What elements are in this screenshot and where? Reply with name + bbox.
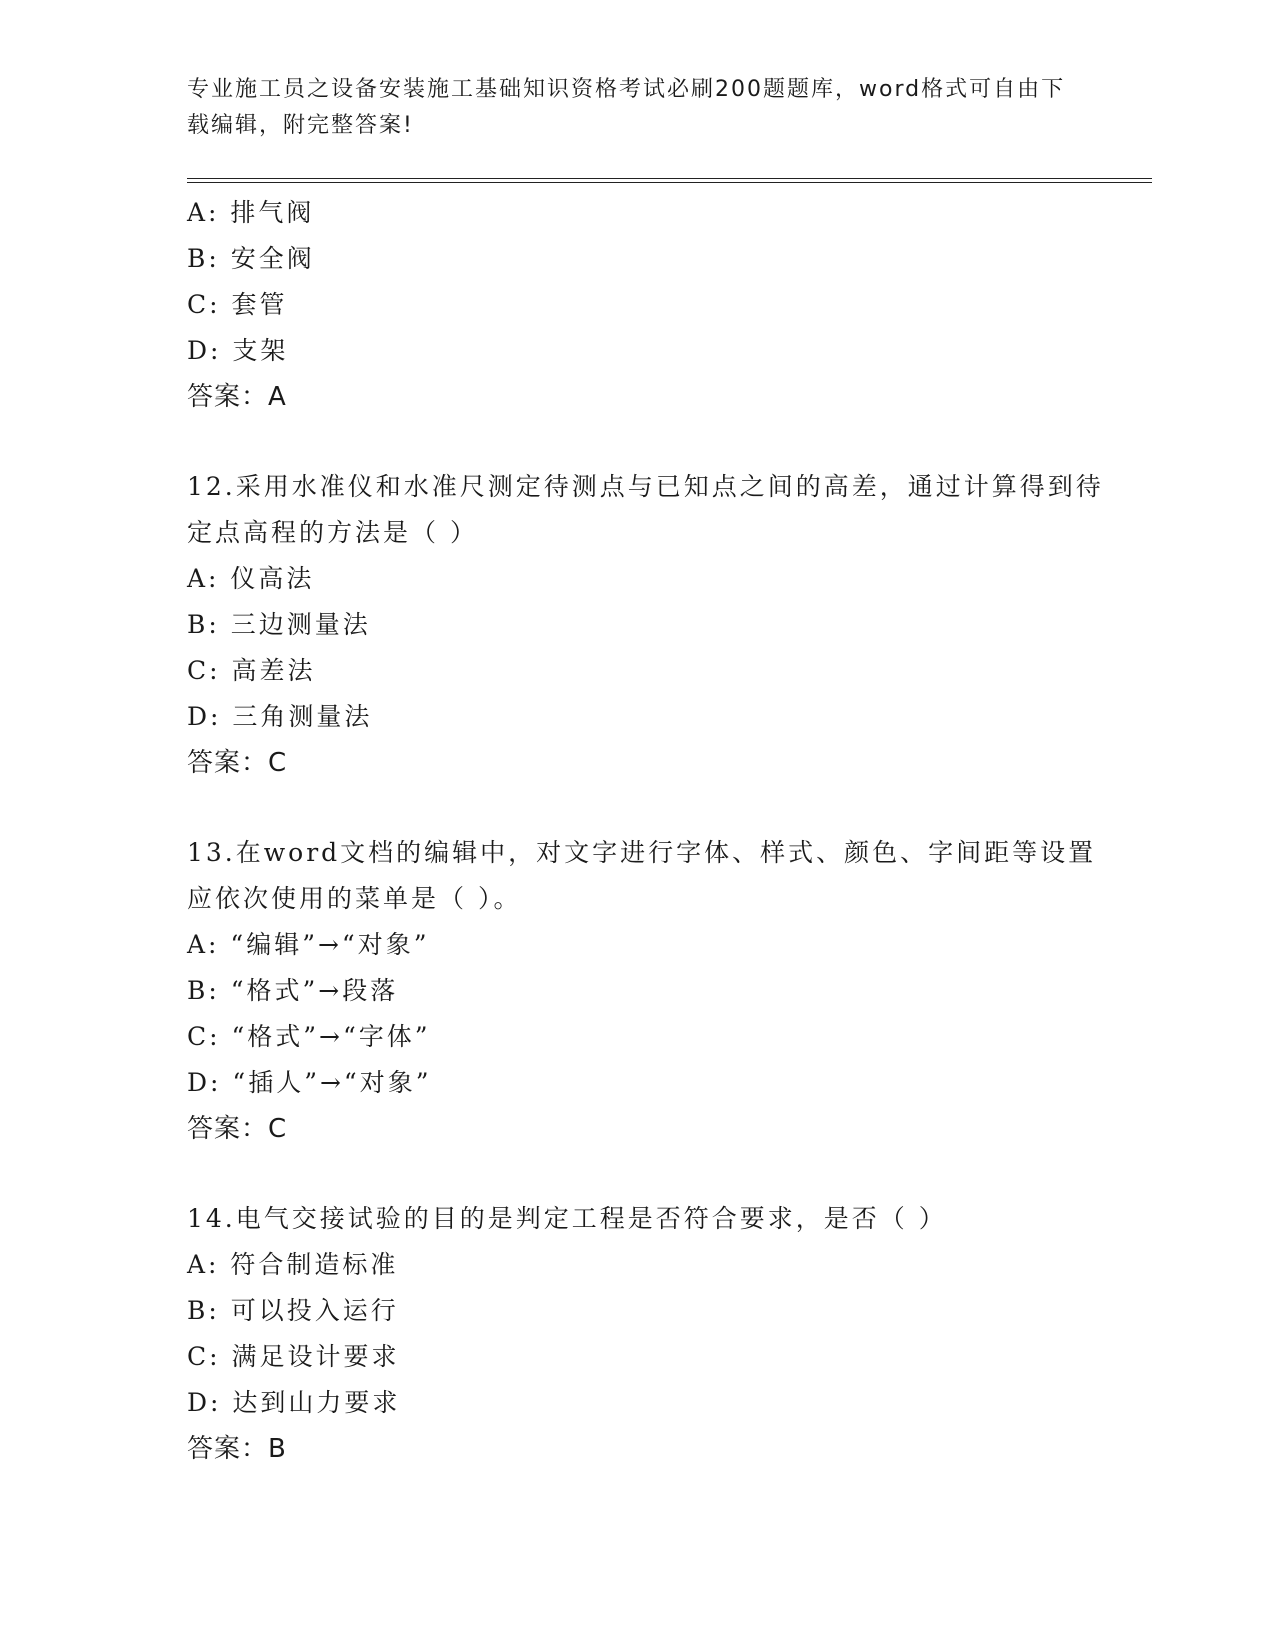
option-b: B: 安全阀 bbox=[187, 244, 315, 273]
option-d: D: 达到山力要求 bbox=[187, 1388, 401, 1417]
option-c: C: “格式”→“字体” bbox=[187, 1022, 431, 1051]
option-c: C: 套管 bbox=[187, 290, 288, 319]
question-text: 14.电气交接试验的目的是判定工程是否符合要求，是否（ ） bbox=[187, 1204, 947, 1233]
option-a: A: 排气阀 bbox=[187, 198, 315, 227]
option-b: B: 三边测量法 bbox=[187, 610, 371, 639]
question-block-11 bbox=[187, 190, 1107, 420]
question-block-14 bbox=[187, 1196, 1107, 1472]
spacer bbox=[187, 786, 1107, 830]
question-block-12 bbox=[187, 464, 1107, 786]
question-block-13 bbox=[187, 830, 1107, 1152]
answer-line: 答案：A bbox=[187, 382, 287, 412]
option-b: B: 可以投入运行 bbox=[187, 1296, 399, 1325]
question-text: 13.在word文档的编辑中，对文字进行字体、样式、颜色、字间距等设置应依次使用的菜单是（ ）。 bbox=[187, 838, 1097, 913]
option-a: A: 符合制造标准 bbox=[187, 1250, 399, 1279]
option-a: A: “编辑”→“对象” bbox=[187, 930, 430, 959]
spacer bbox=[187, 1152, 1107, 1196]
option-a: A: 仪高法 bbox=[187, 564, 315, 593]
option-d: D: 支架 bbox=[187, 336, 289, 365]
option-d: D: 三角测量法 bbox=[187, 702, 373, 731]
option-c: C: 高差法 bbox=[187, 656, 316, 685]
page-header-title: 专业施工员之设备安装施工基础知识资格考试必刷200题题库，word格式可自由下载编辑，附完整答案! bbox=[187, 77, 1066, 138]
option-d: D: “插人”→“对象” bbox=[187, 1068, 432, 1097]
option-b: B: “格式”→段落 bbox=[187, 976, 399, 1005]
option-c: C: 满足设计要求 bbox=[187, 1342, 400, 1371]
header-divider bbox=[187, 178, 1152, 183]
question-list bbox=[187, 190, 1107, 1472]
answer-line: 答案：B bbox=[187, 1434, 287, 1464]
answer-line: 答案：C bbox=[187, 1114, 288, 1144]
question-text: 12.采用水准仪和水准尺测定待测点与已知点之间的高差，通过计算得到待定点高程的方法是（ ） bbox=[187, 472, 1104, 547]
answer-line: 答案：C bbox=[187, 748, 288, 778]
spacer bbox=[187, 420, 1107, 464]
